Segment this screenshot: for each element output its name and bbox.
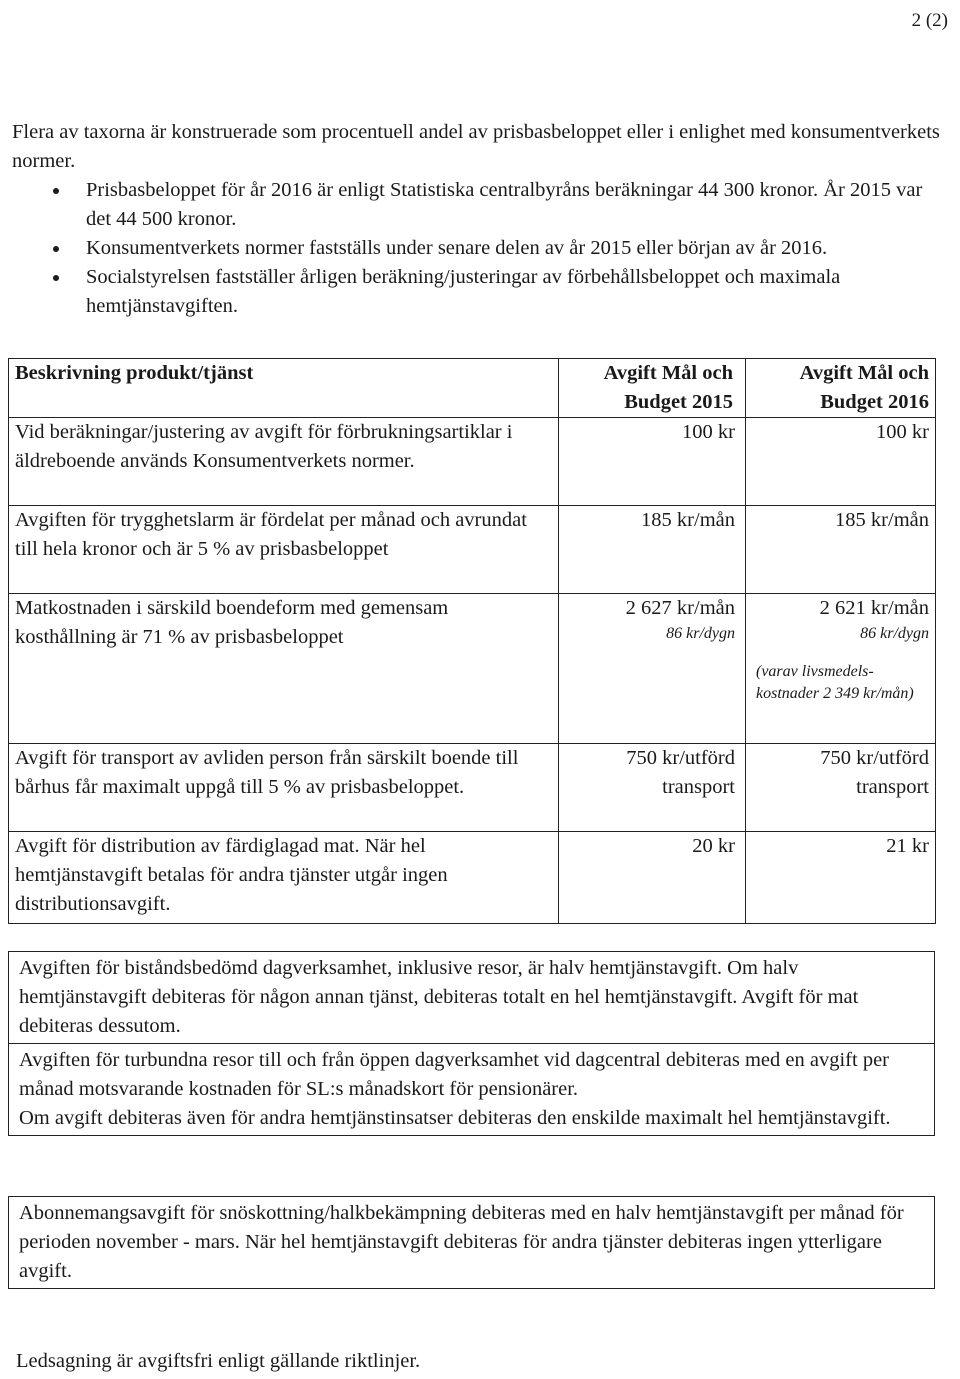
turbundna-resor-section (9, 1043, 934, 1133)
bullet-item: Socialstyrelsen fastställer årligen beräkning/justeringar av förbehållsbeloppet och maximala hemtjänstavgiften. (12, 263, 942, 321)
row-description: Avgiften för trygghetslarm är fördelat per månad och avrundat till hela kronor och är 5 % av prisbasbeloppet (9, 506, 559, 594)
hel-hemtjanst-paragraph: Om avgift debiteras även för andra hemtjänstinsatser debiteras den enskilde maximalt hel hemtjänstavgift. (19, 1107, 891, 1129)
row-value-2016-sub: 86 kr/dygn (860, 625, 929, 642)
intro-section (12, 118, 942, 321)
table-row (9, 594, 936, 744)
snoskottning-box (8, 1196, 935, 1289)
row-value-2015: 100 kr (559, 418, 746, 506)
table-row (9, 418, 936, 506)
row-description: Avgift för distribution av färdiglagad mat. När hel hemtjänstavgift betalas för andra tjänster utgår ingen distributionsavgift. (9, 832, 559, 924)
row-value-2015: 750 kr/utförd transport (559, 744, 746, 832)
row-value-2015-cell (559, 594, 746, 744)
table-row (9, 832, 936, 924)
bullet-item: Prisbasbeloppet för år 2016 är enligt Statistiska centralbyråns beräkningar 44 300 kronor. År 2015 var det 44 500 kronor. (12, 176, 942, 234)
row-value-2016-note: (varav livsmedels-kostnader 2 349 kr/mån) (756, 663, 914, 702)
table-row (9, 744, 936, 832)
header-2016: Avgift Mål och Budget 2016 (746, 359, 936, 418)
row-value-2016-cell (746, 594, 936, 744)
intro-bullet-list (12, 176, 942, 321)
header-description: Beskrivning produkt/tjänst (9, 359, 559, 418)
dagverksamhet-paragraph: Avgiften för biståndsbedömd dagverksamhet, inklusive resor, är halv hemtjänstavgift. Om halv hemtjänstavgift debiteras för någon annan tjänst, debiteras totalt en hel hemtjänstavgift. Avgift för mat debiteras dessutom. (19, 957, 859, 1037)
table-row (9, 506, 936, 594)
page-number: 2 (2) (911, 10, 948, 31)
footer-note: Ledsagning är avgiftsfri enligt gällande riktlinjer. (16, 1350, 421, 1372)
row-value-2015-sub: 86 kr/dygn (666, 625, 735, 642)
row-value-2015: 2 627 kr/mån (625, 597, 735, 619)
row-value-2016: 750 kr/utförd transport (746, 744, 936, 832)
row-value-2015: 185 kr/mån (559, 506, 746, 594)
snoskottning-paragraph: Abonnemangsavgift för snöskottning/halkbekämpning debiteras med en halv hemtjänstavgift per månad för perioden november - mars. När hel hemtjänstavgift debiteras för andra tjänster debiteras ingen ytterligare avgift. (19, 1202, 904, 1282)
row-value-2016: 2 621 kr/mån (819, 597, 929, 619)
intro-paragraph: Flera av taxorna är konstruerade som procentuell andel av prisbasbeloppet eller i enlighet med konsumentverkets normer. (12, 121, 940, 172)
row-description: Matkostnaden i särskild boendeform med gemensam kosthållning är 71 % av prisbasbeloppet (9, 594, 559, 744)
turbundna-resor-paragraph: Avgiften för turbundna resor till och från öppen dagverksamhet vid dagcentral debiteras med en avgift per månad motsvarande kostnaden för SL:s månadskort för pensionärer. (19, 1049, 889, 1100)
fee-table (8, 358, 936, 924)
bullet-item: Konsumentverkets normer fastställs under senare delen av år 2015 eller början av år 2016. (12, 234, 942, 263)
row-value-2016: 185 kr/mån (746, 506, 936, 594)
row-value-2015: 20 kr (559, 832, 746, 924)
row-description: Vid beräkningar/justering av avgift för förbrukningsartiklar i äldreboende används Konsumentverkets normer. (9, 418, 559, 506)
row-value-2016: 21 kr (746, 832, 936, 924)
header-2015: Avgift Mål och Budget 2015 (559, 359, 746, 418)
table-header-row (9, 359, 936, 418)
dagverksamhet-box (8, 951, 935, 1136)
row-value-2016: 100 kr (746, 418, 936, 506)
row-description: Avgift för transport av avliden person från särskilt boende till bårhus får maximalt uppgå till 5 % av prisbasbeloppet. (9, 744, 559, 832)
